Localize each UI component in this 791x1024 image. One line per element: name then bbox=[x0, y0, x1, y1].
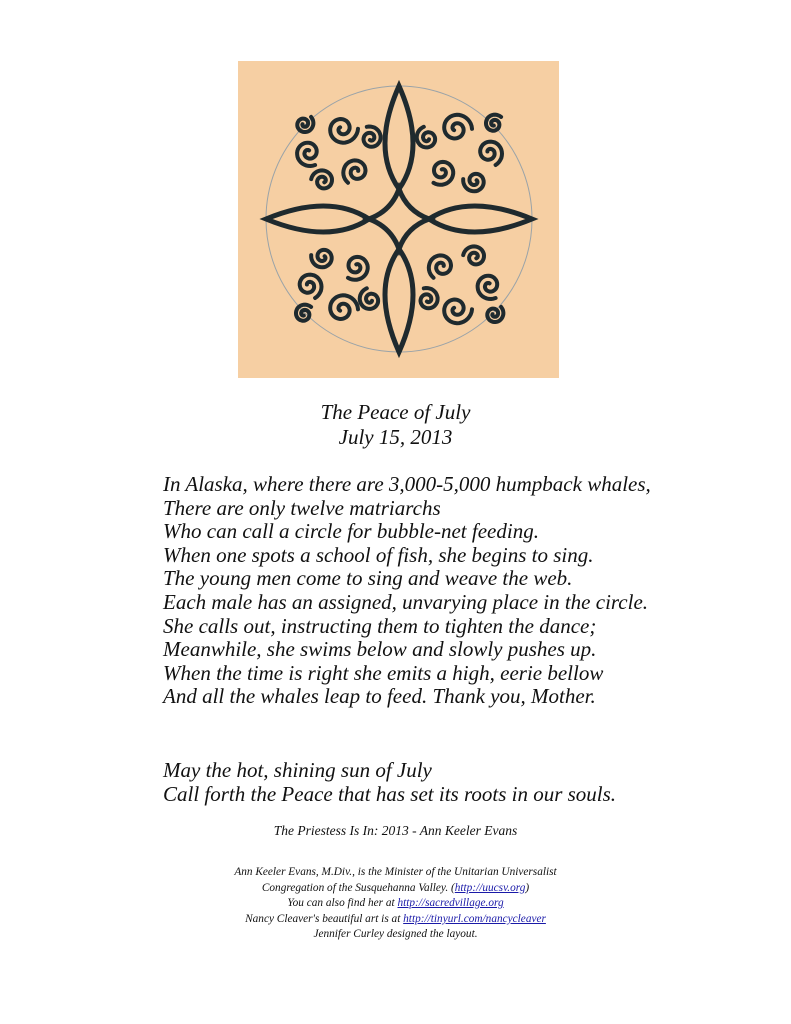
footer-text: Congregation of the Susquehanna Valley. ( bbox=[261, 881, 455, 894]
spiral-swirl bbox=[300, 275, 322, 298]
spiral-swirl bbox=[444, 115, 472, 139]
mandala-artwork bbox=[238, 61, 559, 378]
poem-line: Each male has an assigned, unvarying place in the circle. bbox=[163, 589, 649, 614]
spiral-swirl bbox=[429, 255, 451, 277]
poem-line: When the time is right she emits a high, eerie bellow bbox=[163, 660, 604, 685]
poem-line: Who can call a circle for bubble-net feeding. bbox=[163, 519, 539, 544]
spiral-swirl bbox=[297, 143, 317, 166]
tinyurl-link[interactable]: http://tinyurl.com/nancycleaver bbox=[403, 912, 546, 925]
footer-art bbox=[0, 912, 791, 928]
spiral-swirl bbox=[434, 162, 454, 185]
footer-text: You can also find her at bbox=[287, 897, 398, 910]
spiral-swirl bbox=[480, 142, 502, 165]
spiral-swirl bbox=[296, 305, 311, 321]
poem-date: July 15, 2013 bbox=[338, 425, 453, 449]
uucsv-link[interactable]: http://uucsv.org bbox=[454, 881, 526, 894]
spiral-swirl bbox=[478, 276, 498, 299]
spiral-swirl bbox=[463, 246, 484, 264]
footer-congregation bbox=[0, 881, 791, 897]
petal-right bbox=[429, 206, 532, 232]
spiral-swirl bbox=[487, 307, 503, 322]
poem-line: And all the whales leap to feed. Thank you, Mother. bbox=[163, 684, 596, 709]
poem-line: When one spots a school of fish, she begins to sing. bbox=[163, 542, 594, 567]
poem-title: The Peace of July bbox=[320, 400, 471, 424]
spiral-swirl bbox=[421, 288, 438, 308]
footer bbox=[0, 865, 791, 943]
sacredvillage-link[interactable]: http://sacredvillage.org bbox=[397, 897, 504, 910]
spiral-swirl bbox=[343, 160, 365, 182]
spiral-swirl bbox=[330, 119, 358, 143]
footer-sacredvillage bbox=[0, 896, 791, 912]
poem-line: Call forth the Peace that has set its roots in our souls. bbox=[163, 781, 617, 806]
spiral-swirl bbox=[311, 170, 332, 188]
footer-text: ) bbox=[525, 881, 530, 894]
footer-layout: Jennifer Curley designed the layout. bbox=[313, 928, 478, 941]
spiral-swirl bbox=[330, 295, 358, 319]
spiral-swirl bbox=[364, 127, 381, 147]
spiral-swirl bbox=[417, 127, 435, 148]
spiral-swirl bbox=[311, 250, 332, 267]
mandala-drawing bbox=[238, 61, 559, 378]
spiral-swirl bbox=[444, 300, 472, 324]
spiral-swirl bbox=[348, 257, 368, 280]
poem-line: The young men come to sing and weave the web. bbox=[163, 566, 573, 591]
footer-bio: Ann Keeler Evans, M.Div., is the Minister of the Unitarian Universalist bbox=[234, 866, 557, 878]
petal-bottom bbox=[385, 249, 413, 352]
center-diamond bbox=[369, 189, 429, 249]
footer-text: Nancy Cleaver's beautiful art is at bbox=[245, 912, 404, 925]
poem-line: In Alaska, where there are 3,000-5,000 humpback whales, bbox=[163, 472, 651, 496]
petal-top bbox=[385, 86, 413, 189]
poem-line: She calls out, instructing them to tighten the dance; bbox=[163, 613, 597, 638]
petal-left bbox=[266, 206, 369, 232]
credit-line: The Priestess Is In: 2013 - Ann Keeler Evans bbox=[273, 823, 518, 838]
poem-line: May the hot, shining sun of July bbox=[163, 758, 432, 782]
stanza-2 bbox=[163, 759, 616, 806]
stanza-1 bbox=[163, 473, 651, 709]
spiral-swirl bbox=[360, 288, 378, 309]
poem-line: There are only twelve matriarchs bbox=[163, 495, 441, 520]
spiral-swirl bbox=[463, 174, 484, 191]
spiral-swirl bbox=[486, 115, 501, 131]
poem-line: Meanwhile, she swims below and slowly pushes up. bbox=[163, 637, 597, 662]
